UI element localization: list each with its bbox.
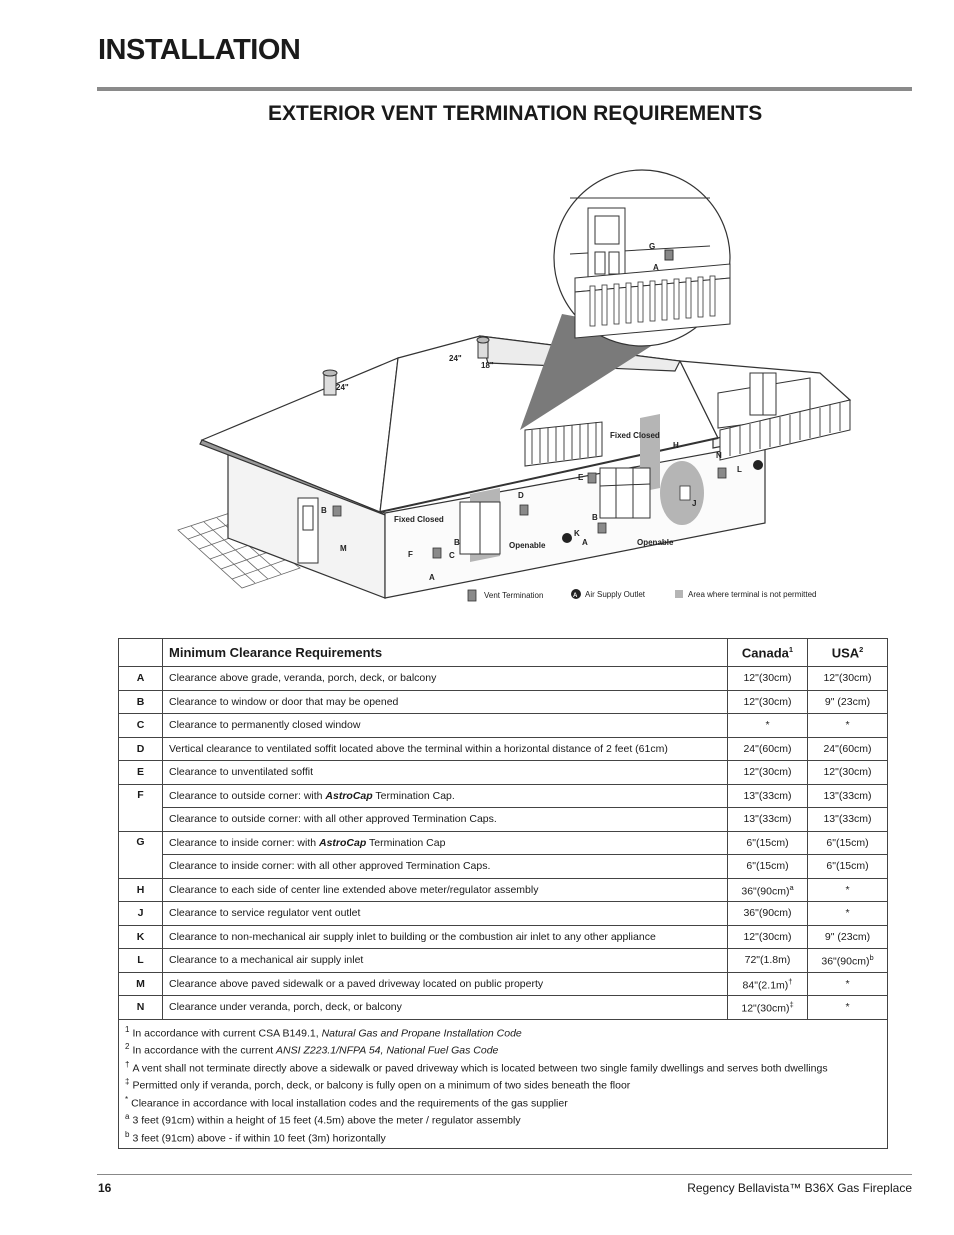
table-row [119, 996, 888, 1020]
header-canada: Canada$^1$ [728, 639, 808, 667]
row-code: N [119, 996, 163, 1020]
row-desc: Clearance above paved sidewalk or a paved driveway located on public property [163, 972, 728, 996]
label-B-3: B [592, 513, 598, 522]
label-L: L [737, 465, 742, 474]
row-desc: Clearance to outside corner: with all other approved Termination Caps. [163, 808, 728, 832]
note-line: ‡ Permitted only if veranda, porch, deck, or balcony is fully open on a minimum of two sides beneath the floor [125, 1077, 631, 1092]
row-code: D [119, 737, 163, 761]
table-row [119, 831, 888, 855]
dim-24-left: 24" [336, 383, 349, 392]
dim-18: 18" [481, 361, 494, 370]
diagram-legend [468, 589, 817, 601]
row-desc: Clearance to inside corner: with AstroCap Termination Cap [163, 831, 728, 855]
table-row [119, 784, 888, 808]
legend-air-label: Air Supply Outlet [585, 590, 646, 599]
page-number: 16 [98, 1181, 112, 1195]
row-usa: 12"(30cm) [808, 761, 888, 785]
row-canada: 72"(1.8m) [728, 949, 808, 973]
legend-vent-label: Vent Termination [484, 591, 544, 600]
row-code: A [119, 667, 163, 691]
label-openable-right: Openable [637, 538, 674, 547]
table-row [119, 761, 888, 785]
label-A-1: A [429, 573, 435, 582]
label-M: M [340, 544, 347, 553]
row-usa: 13"(33cm) [808, 808, 888, 832]
dim-24-top: 24" [449, 354, 462, 363]
label-J: J [692, 499, 697, 508]
note-line: * Clearance in accordance with local installation codes and the requirements of the gas supplier [125, 1094, 568, 1109]
row-code: M [119, 972, 163, 996]
row-code: B [119, 690, 163, 714]
table-notes-row [119, 1019, 888, 1149]
table-row [119, 972, 888, 996]
table-row [119, 690, 888, 714]
row-usa: * [808, 972, 888, 996]
footer-product: Regency Bellavista™ B36X Gas Fireplace [687, 1181, 912, 1195]
note-line: $^a$ 3 feet (91cm) within a height of 15 feet (4.5m) above the meter / regulator assembly [125, 1112, 521, 1127]
row-canada: 13"(33cm) [728, 784, 808, 808]
row-canada: 6"(15cm) [728, 831, 808, 855]
table-header-row [119, 639, 888, 667]
header-title: Minimum Clearance Requirements [163, 639, 728, 667]
label-B-2: B [454, 538, 460, 547]
row-canada: * [728, 714, 808, 738]
row-code: L [119, 949, 163, 973]
label-A-2: A [582, 538, 588, 547]
heading-rule [97, 87, 912, 91]
clearance-table [118, 638, 888, 1149]
table-row [119, 902, 888, 926]
row-desc: Clearance to non-mechanical air supply inlet to building or the combustion air inlet to any other appliance [163, 925, 728, 949]
table-row [119, 714, 888, 738]
row-canada: 36"(90cm) [728, 902, 808, 926]
legend-area-label: Area where terminal is not permitted [688, 590, 817, 599]
legend-area-icon [675, 590, 683, 598]
row-code: H [119, 878, 163, 902]
row-code: K [119, 925, 163, 949]
row-usa: 6"(15cm) [808, 855, 888, 879]
row-canada: 12"(30cm) [728, 925, 808, 949]
row-canada: 12"(30cm)‡ [728, 996, 808, 1020]
note-line: $^b$ 3 feet (91cm) above - if within 10 feet (3m) horizontally [125, 1129, 386, 1144]
note-line: $^2$ In accordance with the current ANSI Z223.1/NFPA 54, National Fuel Gas Code [125, 1042, 499, 1057]
row-usa: * [808, 714, 888, 738]
section-title: EXTERIOR VENT TERMINATION REQUIREMENTS [268, 102, 763, 125]
table-row [119, 855, 888, 879]
row-desc: Clearance under veranda, porch, deck, or balcony [163, 996, 728, 1020]
row-desc: Clearance to service regulator vent outlet [163, 902, 728, 926]
row-code: J [119, 902, 163, 926]
row-desc: Clearance to a mechanical air supply inlet [163, 949, 728, 973]
table-row [119, 667, 888, 691]
row-usa: 12"(30cm) [808, 667, 888, 691]
page-title: INSTALLATION [98, 34, 301, 66]
table-row [119, 737, 888, 761]
row-desc: Clearance to window or door that may be opened [163, 690, 728, 714]
row-usa: $36"(90cm)^b$ [808, 949, 888, 973]
legend-vent-icon [468, 590, 476, 601]
label-F: F [408, 550, 413, 559]
note-line: $^1$ In accordance with current CSA B149.1, Natural Gas and Propane Installation Code [125, 1024, 522, 1039]
row-desc: Clearance to outside corner: with AstroCap Termination Cap. [163, 784, 728, 808]
row-desc: Clearance to permanently closed window [163, 714, 728, 738]
row-canada: 12"(30cm) [728, 667, 808, 691]
row-canada: 84"(2.1m)† [728, 972, 808, 996]
row-code: F [119, 784, 163, 831]
row-usa: * [808, 996, 888, 1020]
row-desc: Vertical clearance to ventilated soffit located above the terminal within a horizontal distance of 2 feet (61cm) [163, 737, 728, 761]
label-G-detail: G [649, 242, 656, 251]
row-canada: 24"(60cm) [728, 737, 808, 761]
row-canada: $36"(90cm)^a$ [728, 878, 808, 902]
row-canada: 12"(30cm) [728, 761, 808, 785]
row-usa: * [808, 902, 888, 926]
row-code: E [119, 761, 163, 785]
row-usa: 24"(60cm) [808, 737, 888, 761]
note-line: † A vent shall not terminate directly above a sidewalk or paved driveway which is located between two single family dwellings and serves both dwellings [125, 1059, 828, 1074]
table-notes [119, 1019, 888, 1149]
row-canada: 6"(15cm) [728, 855, 808, 879]
label-B-1: B [321, 506, 327, 515]
row-desc: Clearance above grade, veranda, porch, deck, or balcony [163, 667, 728, 691]
table-row [119, 878, 888, 902]
row-usa: 9" (23cm) [808, 690, 888, 714]
label-N: N [716, 451, 722, 460]
row-desc: Clearance to each side of center line extended above meter/regulator assembly [163, 878, 728, 902]
table-row [119, 949, 888, 973]
row-canada: 12"(30cm) [728, 690, 808, 714]
row-canada: 13"(33cm) [728, 808, 808, 832]
row-code: C [119, 714, 163, 738]
row-usa: 6"(15cm) [808, 831, 888, 855]
label-H: H [673, 441, 679, 450]
label-A-detail: A [653, 263, 659, 272]
header-usa: USA$^2$ [808, 639, 888, 667]
row-desc: Clearance to inside corner: with all other approved Termination Caps. [163, 855, 728, 879]
row-usa: 9" (23cm) [808, 925, 888, 949]
table-row [119, 925, 888, 949]
row-desc: Clearance to unventilated soffit [163, 761, 728, 785]
row-usa: * [808, 878, 888, 902]
label-openable-left: Openable [509, 541, 546, 550]
label-E: E [578, 473, 584, 482]
footer-rule [97, 1174, 912, 1175]
legend-air-symbol: A [573, 593, 578, 599]
table-row [119, 808, 888, 832]
label-K: K [574, 529, 580, 538]
label-fixed-closed-right: Fixed Closed [610, 431, 660, 440]
label-D: D [518, 491, 524, 500]
house-vent-diagram [170, 168, 860, 618]
row-usa: 13"(33cm) [808, 784, 888, 808]
header-empty-cell [119, 639, 163, 667]
row-code: G [119, 831, 163, 878]
label-C: C [449, 551, 455, 560]
label-fixed-closed-left: Fixed Closed [394, 515, 444, 524]
